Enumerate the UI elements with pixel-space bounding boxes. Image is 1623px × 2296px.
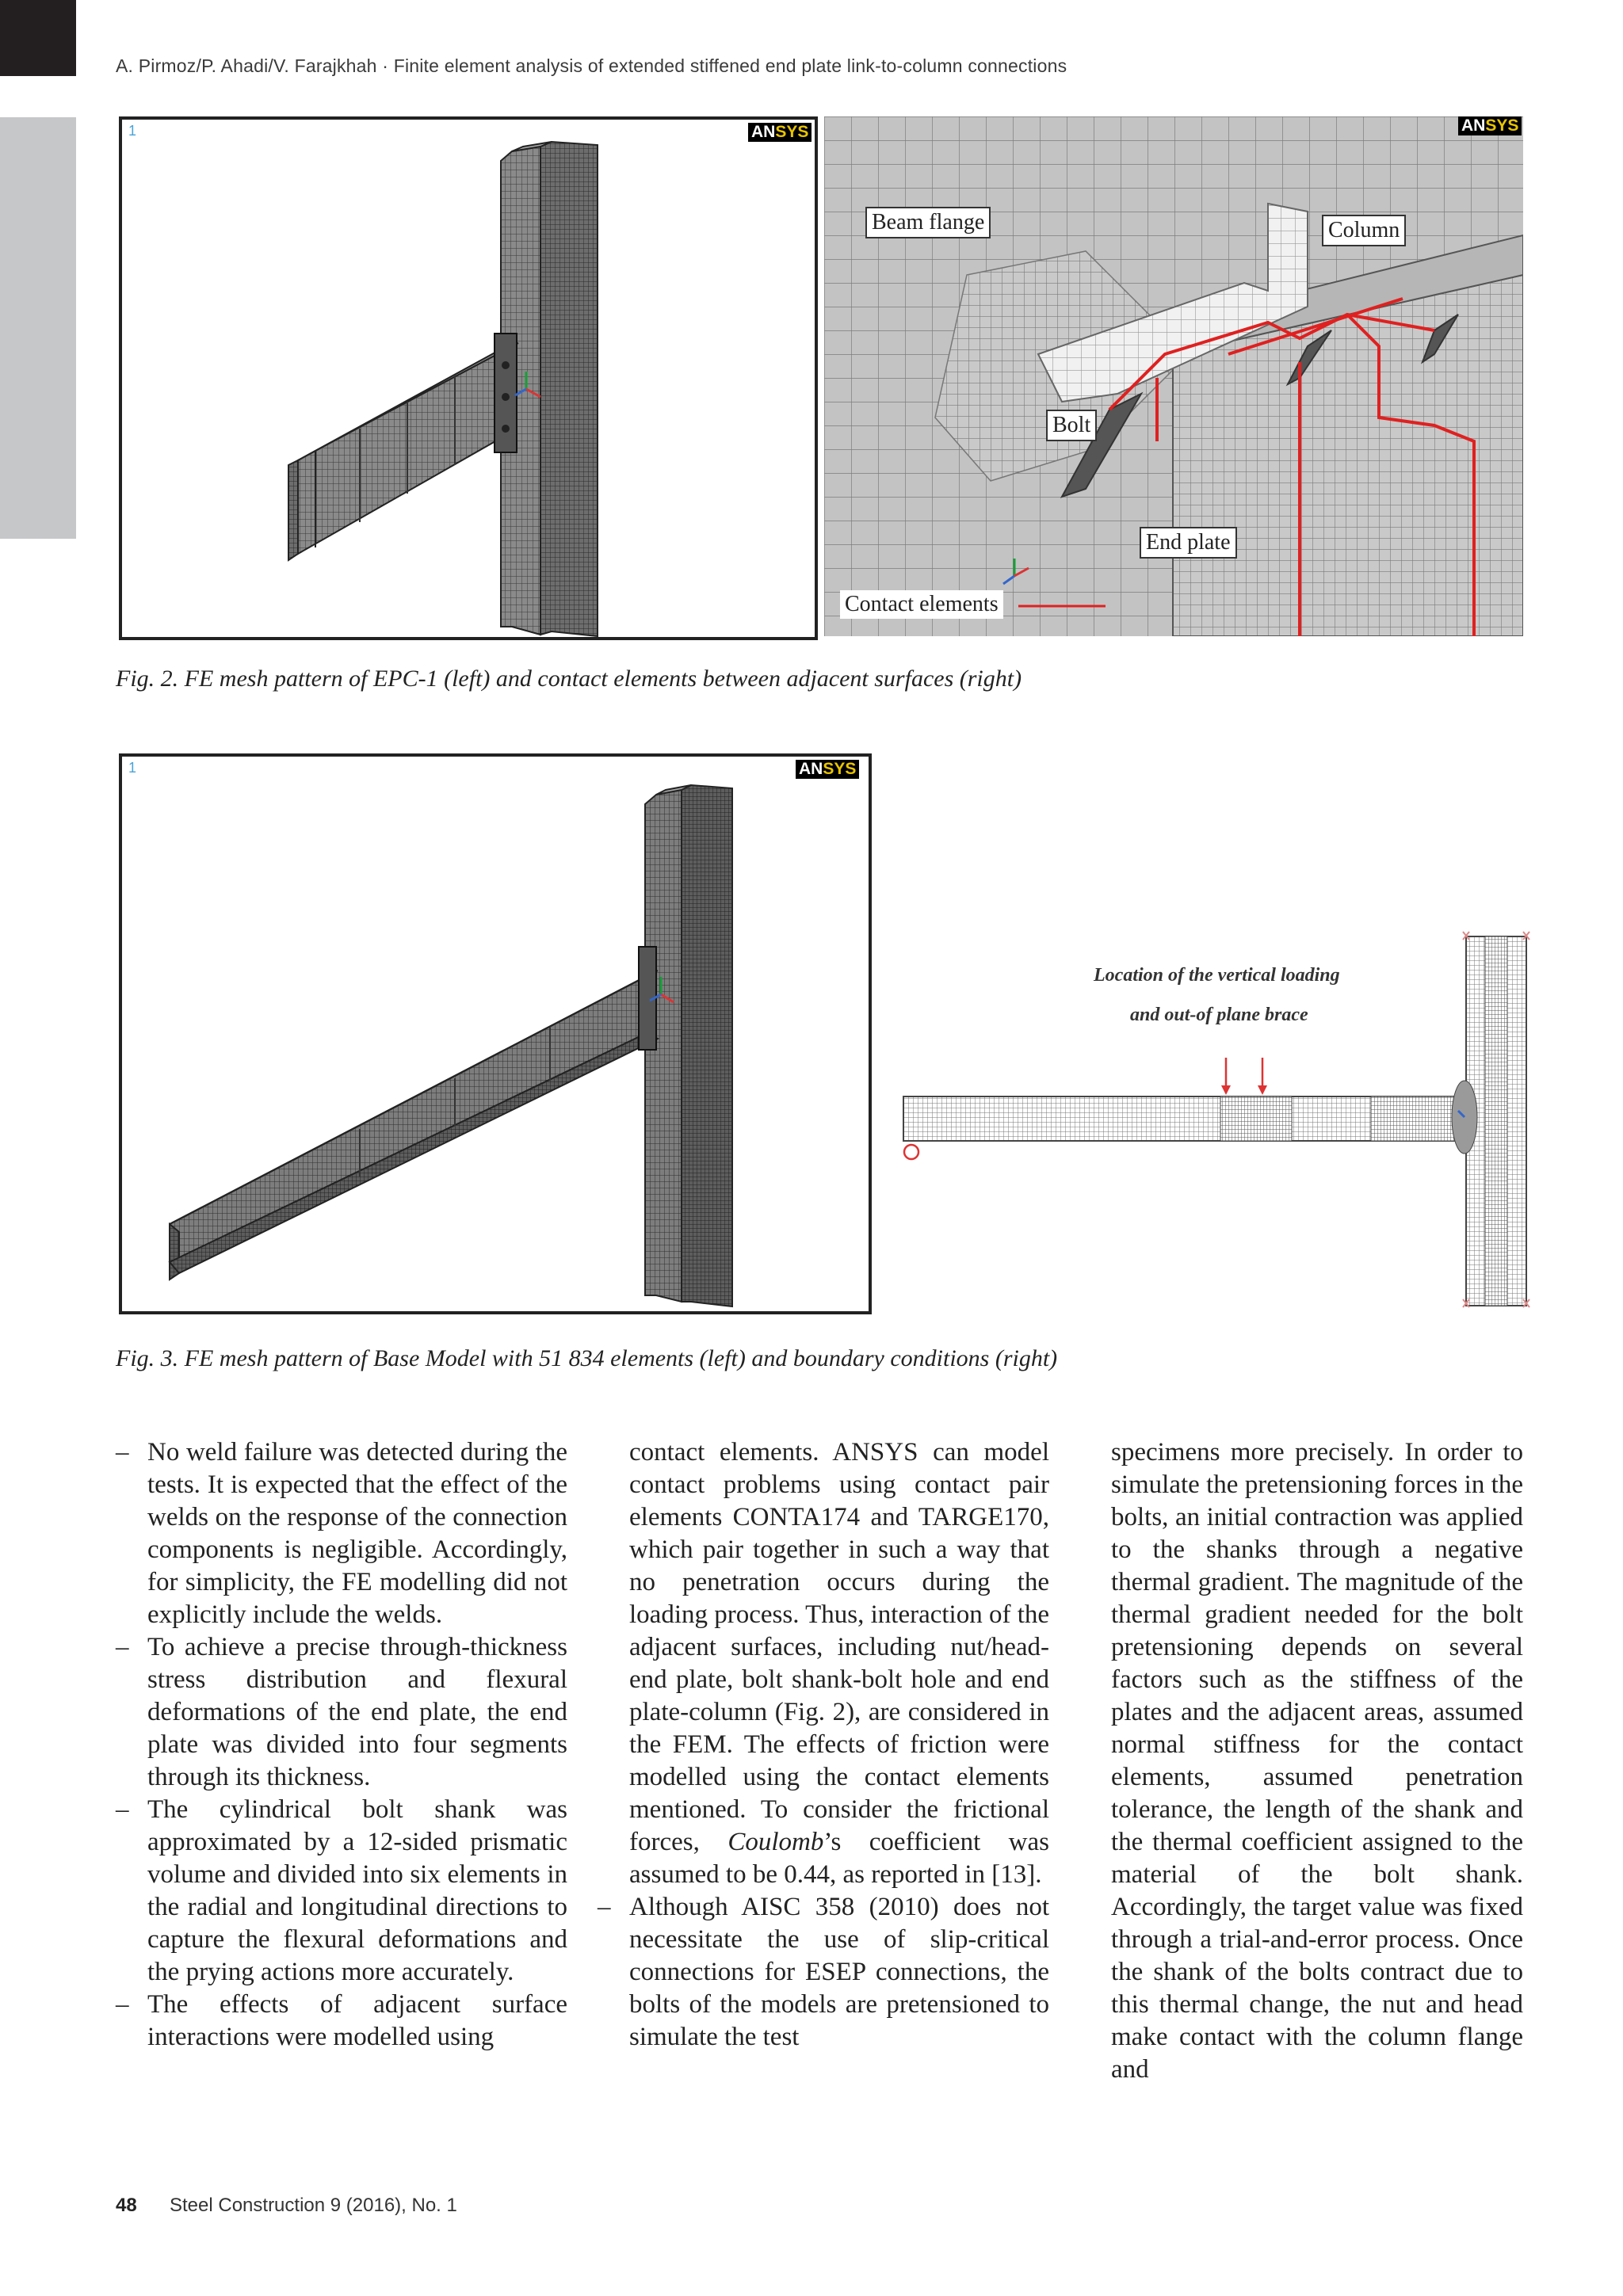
page-corner-tab bbox=[0, 0, 76, 76]
fig2-left-panel bbox=[119, 116, 818, 640]
fe-mesh-base-model-drawing bbox=[122, 757, 869, 1311]
frame-number: 1 bbox=[128, 123, 137, 139]
fig2-right-panel bbox=[824, 116, 1523, 636]
bullet-item: – Although AISC 358 (2010) does not necessitate the use of slip-critical connections for ESEP connections, the bolts of the models are pretensioned to simulate the test bbox=[598, 1893, 1049, 2051]
page-side-tab bbox=[0, 117, 76, 539]
label-bolt: Bolt bbox=[1046, 410, 1097, 441]
bullet-text: To achieve a precise through-thickness stress distribution and flexural deformations of the end plate, the end plate was divided into four segments through its thickness. bbox=[147, 1633, 567, 1791]
bullet-text: No weld failure was detected during the tests. It is expected that the effect of the welds on the response of the connection components is negligible. Accordingly, for simplicity, the FE modelling did not explicitly include the welds. bbox=[147, 1438, 567, 1629]
body-column-2 bbox=[598, 1436, 1049, 2054]
page-number: 48 bbox=[116, 2195, 137, 2216]
frame-number: 1 bbox=[128, 760, 137, 776]
bullet-item: – No weld failure was detected during the tests. It is expected that the effect of the welds on the response of the connection components is negligible. Accordingly, for simplicity, the FE modelling did not explicitly include the welds. bbox=[116, 1438, 567, 1629]
body-column-1 bbox=[116, 1436, 567, 2054]
ansys-logo: ANSYS bbox=[796, 760, 859, 779]
label-column: Column bbox=[1322, 215, 1406, 246]
journal-citation: Steel Construction 9 (2016), No. 1 bbox=[170, 2195, 457, 2216]
body-paragraph: contact elements. ANSYS can model contact problems using contact pair elements CONTA174 and TARGE170, which pair together in such a way that no penetration occurs during the loading process. Thus, interaction of the adjacent surfaces, including nut/head-end plate, bolt shank-bolt hole and end plate-column (Fig. 2), are considered in the FEM. The effects of friction were modelled using the contact elements mentioned. To consider the frictional forces, Coulomb’s coefficient was assumed to be 0.44, as reported in [13]. bbox=[629, 1438, 1050, 1889]
bullet-item: – The effects of adjacent surface interactions were modelled using bbox=[116, 1990, 567, 2051]
ansys-logo: ANSYS bbox=[748, 123, 812, 142]
bullet-item: – To achieve a precise through-thickness stress distribution and flexural deformations of the end plate, the end plate was divided into four segments through its thickness. bbox=[116, 1633, 567, 1791]
fig3-right-panel bbox=[880, 927, 1537, 1315]
bullet-text: Although AISC 358 (2010) does not necessitate the use of slip-critical connections for ESEP connections, the bolts of the models are pretensioned to simulate the test bbox=[629, 1893, 1049, 2051]
load-location-label-line1: Location of the vertical loading bbox=[1094, 965, 1340, 986]
fig2-caption: Fig. 2. FE mesh pattern of EPC-1 (left) and contact elements between adjacent surfaces (right) bbox=[116, 666, 1022, 692]
fe-mesh-epc1-drawing bbox=[122, 120, 815, 637]
label-contact-elements: Contact elements bbox=[840, 590, 1003, 619]
label-end-plate: End plate bbox=[1140, 527, 1237, 559]
load-location-label-line2: and out-of plane brace bbox=[1130, 1005, 1308, 1025]
fig3-left-panel bbox=[119, 753, 872, 1314]
bullet-text: The effects of adjacent surface interactions were modelled using bbox=[147, 1990, 567, 2051]
ansys-logo: ANSYS bbox=[1458, 116, 1522, 135]
body-column-3 bbox=[1079, 1436, 1523, 2086]
fig3-caption: Fig. 3. FE mesh pattern of Base Model with 51 834 elements (left) and boundary conditions (right) bbox=[116, 1345, 1058, 1371]
bullet-text: The cylindrical bolt shank was approximated by a 12-sided prismatic volume and divided into six elements in the radial and longitudinal directions to capture the flexural deformations and the prying actions more accurately. bbox=[147, 1795, 567, 1986]
running-head: A. Pirmoz/P. Ahadi/V. Farajkhah · Finite element analysis of extended stiffened end plate link-to-column connections bbox=[116, 55, 1067, 76]
bullet-item: – The cylindrical bolt shank was approximated by a 12-sided prismatic volume and divided into six elements in the radial and longitudinal directions to capture the flexural deformations and the prying actions more accurately. bbox=[116, 1795, 567, 1986]
label-beam-flange: Beam flange bbox=[865, 207, 991, 238]
body-paragraph: specimens more precisely. In order to simulate the pretensioning forces in the bolts, an initial contraction was applied to the shanks through a negative thermal gradient. The magnitude of the thermal gradient needed for the bolt pretensioning depends on several factors such as the stiffness of the plates and the adjacent areas, assumed normal stiffness for the contact elements, assumed penetration tolerance, the length of the shank and the thermal coefficient assigned to the material of the bolt shank. Accordingly, the target value was fixed through a trial-and-error process. Once the shank of the bolts contract due to this thermal change, the nut and head make contact with the column flange and bbox=[1111, 1438, 1523, 2084]
